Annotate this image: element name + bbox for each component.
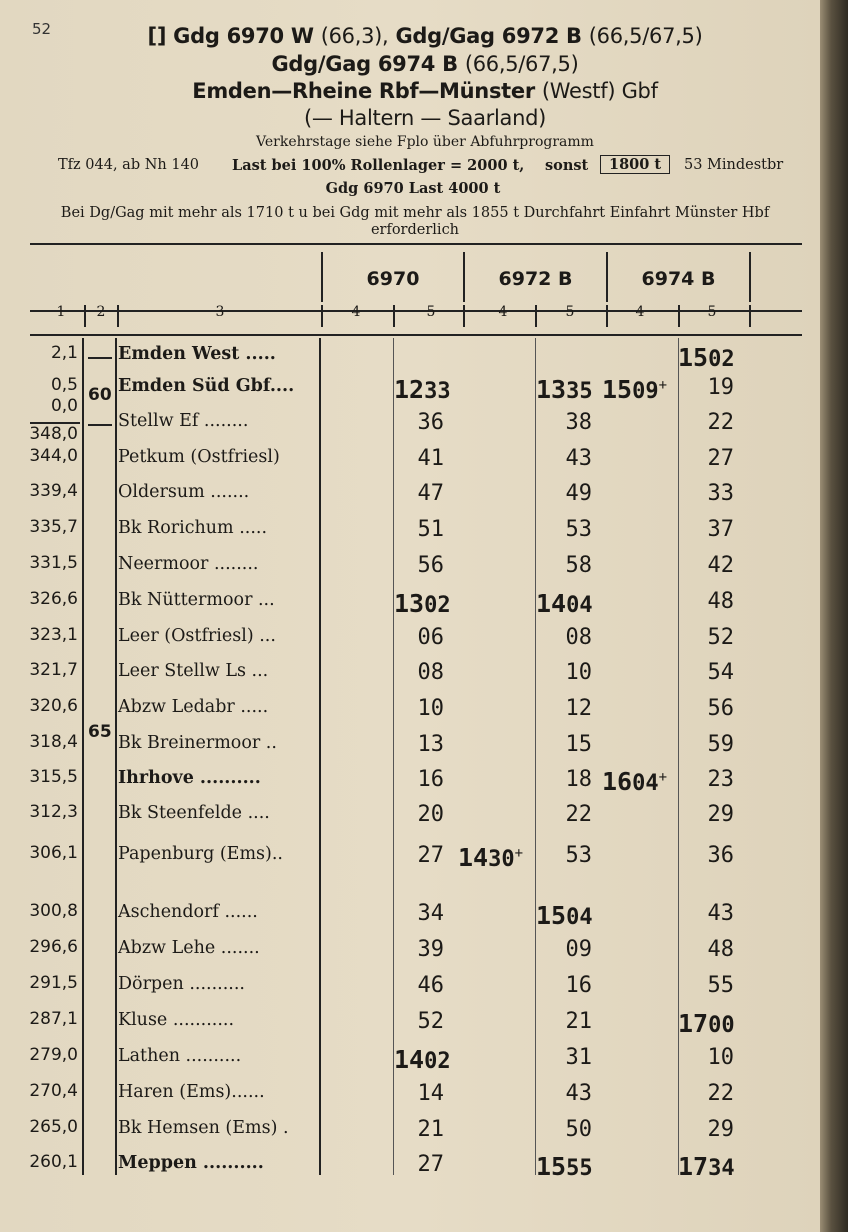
table-row	[0, 1152, 820, 1186]
table-row	[0, 517, 820, 551]
table-row	[0, 396, 820, 444]
time-cell: 22	[707, 1081, 734, 1106]
table-row	[0, 1045, 820, 1079]
station-name: Abzw Lehe .......	[118, 938, 260, 958]
col-number: 4	[351, 304, 361, 320]
time-cell: 56	[707, 696, 734, 721]
time-cell: 08	[565, 625, 592, 650]
km-value: 260,1	[29, 1152, 78, 1172]
time-hour: 16	[602, 767, 633, 796]
time-cell: 48	[707, 937, 734, 962]
time-cell	[602, 375, 666, 404]
col-separator	[84, 305, 86, 327]
time-hour: 13	[536, 375, 567, 404]
route-main: Emden—Rheine Rbf—Münster	[192, 79, 535, 103]
station-name: Emden Süd Gbf....	[118, 376, 295, 396]
time-hour: 17	[678, 1009, 709, 1038]
km-value: 306,1	[29, 843, 78, 863]
km-value: 326,6	[29, 589, 78, 609]
time-minute: 33	[424, 379, 451, 404]
table-row	[0, 625, 820, 659]
km-value: 344,0	[29, 446, 78, 466]
time-cell: 39	[417, 937, 444, 962]
table-row	[0, 589, 820, 623]
col-separator	[463, 305, 465, 327]
time-minute: 02	[424, 593, 451, 618]
col-separator	[535, 305, 537, 327]
sonst-label: sonst	[545, 157, 589, 174]
time-minute: 55	[566, 1156, 593, 1181]
km-value: 291,5	[29, 973, 78, 993]
station-name: Papenburg (Ems)..	[118, 844, 283, 864]
table-top-rule	[30, 243, 802, 245]
time-cell: 55	[707, 973, 734, 998]
time-hour: 15	[602, 375, 633, 404]
time-cell: 43	[565, 1081, 592, 1106]
time-cell: 33	[707, 481, 734, 506]
col-separator	[678, 305, 680, 327]
train-6970-label: Gdg 6970 W	[173, 24, 314, 48]
time-cell	[678, 1009, 734, 1038]
load-info: Last bei 100% Rollenlager = 2000 t,	[232, 157, 525, 174]
time-minute: 30	[488, 847, 515, 872]
time-cell	[602, 767, 666, 796]
speed-60: 60	[88, 385, 112, 405]
train-6972-load: (66,5/67,5)	[588, 24, 703, 48]
time-cell: 15	[565, 732, 592, 757]
table-row	[0, 732, 820, 766]
gdg-load: Gdg 6970 Last 4000 t	[325, 180, 501, 197]
time-cell: 43	[707, 901, 734, 926]
time-cell: 38	[565, 410, 592, 435]
time-cell: 29	[707, 1117, 734, 1142]
table-row	[0, 696, 820, 730]
route-title	[30, 79, 820, 103]
station-name: Stellw Ef ........	[118, 411, 249, 431]
time-cell: 51	[417, 517, 444, 542]
col-number: 5	[426, 304, 436, 320]
table-row	[0, 973, 820, 1007]
time-cell	[458, 843, 524, 872]
time-hour: 15	[536, 1152, 567, 1181]
time-cell	[536, 1152, 592, 1181]
train-header-6974: 6974 B	[641, 268, 716, 290]
time-cell: 13	[417, 732, 444, 757]
time-cell: 12	[565, 696, 592, 721]
time-minute: 04	[566, 905, 593, 930]
station-name: Dörpen ..........	[118, 974, 245, 994]
km-value: 318,4	[29, 732, 78, 752]
time-minute: 00	[708, 1013, 735, 1038]
table-row	[0, 553, 820, 587]
time-hour: 15	[536, 901, 567, 930]
time-cell: 50	[565, 1117, 592, 1142]
col-number: 4	[498, 304, 508, 320]
col-separator	[321, 305, 323, 327]
station-name: Leer (Ostfriesl) ...	[118, 626, 276, 646]
time-hour: 13	[394, 589, 425, 618]
station-name: Bk Steenfelde ....	[118, 803, 270, 823]
km-value: 2,1	[50, 343, 78, 363]
station-name: Kluse ...........	[118, 1010, 235, 1030]
time-cell: 06	[417, 625, 444, 650]
col-number: 5	[707, 304, 717, 320]
station-name: Bk Hemsen (Ems) .	[118, 1118, 289, 1138]
station-name: Meppen ..........	[118, 1153, 264, 1173]
time-hour: 14	[394, 1045, 425, 1074]
time-cell	[536, 375, 592, 404]
no-stop-mark: +	[514, 845, 524, 862]
station-name: Petkum (Ostfriesl)	[118, 447, 280, 467]
km-value: 320,6	[29, 696, 78, 716]
col-number: 4	[635, 304, 645, 320]
km-value: 279,0	[29, 1045, 78, 1065]
title-line-1	[30, 24, 820, 48]
verkehrstage-note: Verkehrstage siehe Fplo über Abfuhrprogramm	[256, 134, 594, 150]
title-line-2	[30, 52, 820, 76]
column-number-rule	[30, 334, 802, 336]
time-cell: 56	[417, 553, 444, 578]
route-via: (— Haltern — Saarland)	[303, 106, 547, 130]
time-cell: 10	[707, 1045, 734, 1070]
time-cell: 27	[417, 1152, 444, 1177]
km-value: 0,0	[50, 396, 78, 416]
col-separator	[606, 305, 608, 327]
col-number: 1	[56, 304, 66, 320]
time-cell: 23	[707, 767, 734, 792]
station-name: Leer Stellw Ls ...	[118, 661, 269, 681]
time-cell: 48	[707, 589, 734, 614]
time-minute: 34	[708, 1156, 735, 1181]
station-name: Neermoor ........	[118, 554, 259, 574]
page-number: 52	[32, 20, 52, 38]
col-separator	[749, 305, 751, 327]
station-name: Bk Nüttermoor ...	[118, 590, 275, 610]
transit-note: Bei Dg/Gag mit mehr als 1710 t u bei Gdg mit mehr als 1855 t Durchfahrt Einfahrt Münster Hbf	[60, 205, 770, 221]
km-value: 335,7	[29, 517, 78, 537]
time-cell: 47	[417, 481, 444, 506]
time-hour: 12	[394, 375, 425, 404]
speed-65: 65	[88, 722, 112, 742]
station-name: Oldersum .......	[118, 482, 250, 502]
time-cell: 29	[707, 802, 734, 827]
km-value: 331,5	[29, 553, 78, 573]
table-row	[0, 802, 820, 836]
table-row	[0, 343, 820, 377]
time-cell: 54	[707, 660, 734, 685]
train-class-symbol: []	[147, 24, 167, 48]
table-row	[0, 446, 820, 480]
time-cell: 53	[565, 843, 592, 868]
time-cell: 49	[565, 481, 592, 506]
col-number: 2	[96, 304, 106, 320]
km-value: 339,4	[29, 481, 78, 501]
train-header-6972: 6972 B	[498, 268, 573, 290]
station-name: Ihrhove ..........	[118, 768, 261, 788]
time-cell: 27	[417, 843, 444, 868]
train-6974-label: Gdg/Gag 6974 B	[271, 52, 458, 76]
train-6972-label: Gdg/Gag 6972 B	[395, 24, 582, 48]
time-cell: 53	[565, 517, 592, 542]
time-cell: 16	[417, 767, 444, 792]
time-cell: 08	[417, 660, 444, 685]
time-cell	[678, 1152, 734, 1181]
km-value: 323,1	[29, 625, 78, 645]
time-cell: 41	[417, 446, 444, 471]
km-value: 0,5	[50, 375, 78, 395]
time-cell: 19	[707, 375, 734, 400]
time-cell	[678, 343, 734, 372]
km-value: 265,0	[29, 1117, 78, 1137]
table-row	[0, 843, 820, 877]
time-cell: 59	[707, 732, 734, 757]
time-hour: 14	[458, 843, 489, 872]
time-cell	[536, 901, 592, 930]
station-name: Emden West .....	[118, 344, 276, 364]
time-minute: 04	[566, 593, 593, 618]
time-hour: 15	[678, 343, 709, 372]
time-cell: 20	[417, 802, 444, 827]
table-row	[0, 481, 820, 515]
time-cell	[394, 589, 451, 618]
time-minute: 09	[632, 379, 659, 404]
km-value: 296,6	[29, 937, 78, 957]
time-cell: 46	[417, 973, 444, 998]
time-cell: 16	[565, 973, 592, 998]
time-cell: 18	[565, 767, 592, 792]
table-row	[0, 1081, 820, 1115]
train-6974-load: (66,5/67,5)	[464, 52, 579, 76]
km-value: 287,1	[29, 1009, 78, 1029]
time-cell	[394, 375, 451, 404]
time-cell: 14	[417, 1081, 444, 1106]
time-cell: 09	[565, 937, 592, 962]
table-row	[0, 375, 820, 409]
col-number: 5	[565, 304, 575, 320]
time-cell: 36	[417, 410, 444, 435]
time-minute: 02	[708, 347, 735, 372]
table-row	[0, 767, 820, 801]
km-value: 270,4	[29, 1081, 78, 1101]
time-minute: 35	[566, 379, 593, 404]
station-name: Abzw Ledabr .....	[118, 697, 269, 717]
time-cell: 58	[565, 553, 592, 578]
train-header-6970: 6970	[366, 268, 420, 290]
table-row	[0, 937, 820, 971]
time-hour: 14	[536, 589, 567, 618]
col-separator	[117, 305, 119, 327]
km-value: 300,8	[29, 901, 78, 921]
station-name: Aschendorf ......	[118, 902, 258, 922]
km-value: 321,7	[29, 660, 78, 680]
time-cell	[536, 589, 592, 618]
tfz-info: Tfz 044, ab Nh 140	[58, 157, 200, 173]
time-hour: 17	[678, 1152, 709, 1181]
time-cell: 22	[707, 410, 734, 435]
km-value: 315,5	[29, 767, 78, 787]
time-cell: 10	[417, 696, 444, 721]
table-row	[0, 901, 820, 935]
time-cell: 21	[565, 1009, 592, 1034]
header-divider	[749, 252, 751, 302]
time-cell: 43	[565, 446, 592, 471]
table-row	[0, 1009, 820, 1043]
table-row	[0, 660, 820, 694]
col-number: 3	[215, 304, 225, 320]
km-value: 312,3	[29, 802, 78, 822]
table-row	[0, 1117, 820, 1151]
time-cell: 27	[707, 446, 734, 471]
time-cell: 34	[417, 901, 444, 926]
route-subtitle	[30, 106, 820, 130]
time-cell: 10	[565, 660, 592, 685]
station-name: Haren (Ems)......	[118, 1082, 265, 1102]
time-cell: 52	[707, 625, 734, 650]
route-destination: (Westf) Gbf	[541, 79, 658, 103]
time-cell: 36	[707, 843, 734, 868]
station-name: Bk Breinermoor ..	[118, 733, 277, 753]
train-6970-load: (66,3),	[320, 24, 389, 48]
time-minute: 02	[424, 1049, 451, 1074]
transit-note-2: erforderlich	[370, 222, 460, 238]
brake-info: 53 Mindestbr	[684, 157, 784, 173]
station-name: Bk Rorichum .....	[118, 518, 268, 538]
time-cell: 52	[417, 1009, 444, 1034]
time-cell: 22	[565, 802, 592, 827]
time-cell	[394, 1045, 451, 1074]
time-cell: 37	[707, 517, 734, 542]
km-value-restart: 348,0	[29, 424, 78, 444]
time-cell: 31	[565, 1045, 592, 1070]
col-separator	[393, 305, 395, 327]
time-minute: 04	[632, 771, 659, 796]
no-stop-mark: +	[658, 377, 668, 394]
boxed-load: 1800 t	[600, 155, 670, 174]
book-spine	[820, 0, 848, 1232]
time-cell: 42	[707, 553, 734, 578]
no-stop-mark: +	[658, 769, 668, 786]
station-name: Lathen ..........	[118, 1046, 242, 1066]
time-cell: 21	[417, 1117, 444, 1142]
